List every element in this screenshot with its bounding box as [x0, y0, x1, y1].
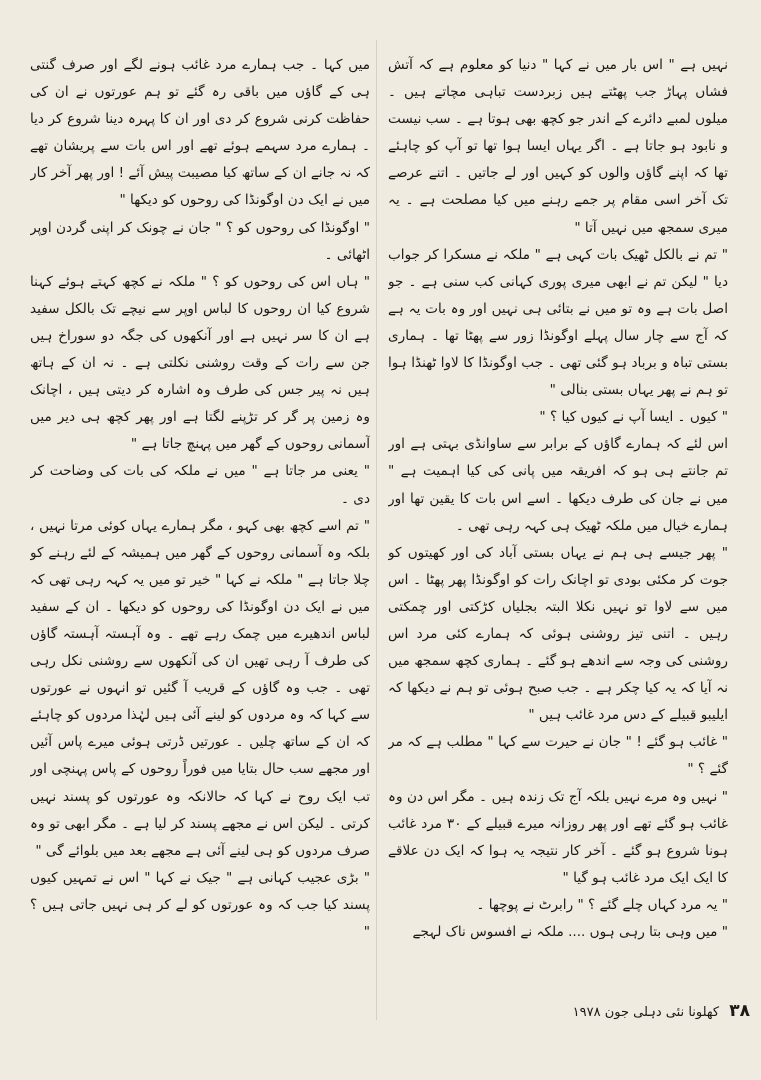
- paragraph: نہیں ہے " اس بار میں نے کہا " دنیا کو معلوم ہے کہ آتش فشاں پہاڑ جب پھٹتے ہیں زبردست تباہی مچاتے ہیں ۔ میلوں لمبے دائرے کے اندر جو کچھ بھی ہوتا ہے ۔ سب نیست و نابود ہو جاتا ہے ۔ اگر یہاں ایسا ہوا تھا تو آپ کو چاہئے تھا کہ اپنے گاؤں والوں کو کہیں اور لے جاتیں ۔ اتنے عرصے تک آخر اسی مقام پر جمے رہنے میں کیا مصلحت ہے ۔ یہ میری سمجھ میں نہیں آتا ": [388, 57, 728, 236]
- left-text-column: [30, 52, 370, 1022]
- paragraph: " ہاں اس کی روحوں کو ؟ " ملکہ نے کچھ کہتے ہوئے کہنا شروع کیا ان روحوں کا لباس اوپر سے نیچے تک بالکل سفید ہے ان کا سر نہیں ہے اور آنکھوں کی جگہ دو سوراخ ہیں جن سے رات کے وقت روشنی نکلتی ہے ۔ نہ ان کے ہاتھ ہیں نہ پیر جس کی طرف وہ اشارہ کر دیتی ہیں ، اچانک وہ زمین پر گر کر تڑپنے لگتا ہے اور پھر کچھ ہی دیر میں آسمانی روحوں کے گھر میں پہنچ جاتا ہے ": [30, 273, 370, 453]
- paragraph: " غائب ہو گئے ! " جان نے حیرت سے کہا " مطلب ہے کہ مر گئے ؟ ": [388, 734, 728, 778]
- paragraph: " بڑی عجیب کہانی ہے " جیک نے کہا " اس نے تمہیں کیوں پسند کیا جب کہ وہ عورتوں کو لے کر ہی نہیں جاتی ہیں ؟ ": [30, 869, 370, 940]
- paragraph: " کیوں ۔ ایسا آپ نے کیوں کیا ؟ ": [539, 409, 728, 426]
- paragraph: " اوگونڈا کی روحوں کو ؟ " جان نے چونک کر اپنی گردن اوپر اٹھائی ۔: [30, 219, 370, 263]
- paragraph: " یعنی مر جاتا ہے " میں نے ملکہ کی بات کی وضاحت کر دی ۔: [30, 463, 370, 507]
- paragraph: " پھر جیسے ہی ہم نے یہاں بستی آباد کی اور کھیتوں کو جوت کر مکئی بودی تو اچانک رات کو اوگونڈا پھر پھٹا ۔ اس میں سے لاوا تو نہیں نکلا البتہ بجلیاں کڑکتی اور چمکتی رہیں ۔ اتنی تیز روشنی ہوئی کہ ہمارے کئی مرد اس روشنی کی وجہ سے اندھے ہو گئے ۔ ہماری کچھ سمجھ میں نہ آیا کہ یہ کیا چکر ہے ۔ جب صبح ہوئی تو ہم نے دیکھا کہ ایلیبو قبیلے کے دس مرد غائب ہیں ": [388, 544, 728, 724]
- right-text-column: [388, 52, 728, 1012]
- page-footer: [560, 1002, 750, 1022]
- paragraph: " نہیں وہ مرے نہیں بلکہ آج تک زندہ ہیں ۔ مگر اس دن وہ غائب ہو گئے تھے اور پھر روزانہ میرے قبیلے کے ۳۰ مرد غائب ہونا شروع ہو گئے ۔ آخر کار نتیجہ یہ ہوا کہ ایک دن علاقے کا ایک ایک مرد غائب ہو گیا ": [388, 788, 728, 886]
- publication-line: کھلونا نئی دہلی جون ۱۹۷۸: [572, 1005, 720, 1020]
- paragraph: " تم نے بالکل ٹھیک بات کہی ہے " ملکہ نے مسکرا کر جواب دیا " لیکن تم نے ابھی میری پوری کہانی کب سنی ہے ۔ جو اصل بات ہے وہ تو میں نے بتائی ہی نہیں اور وہ بات یہ ہے کہ آج سے چار سال پہلے اوگونڈا زور سے پھٹا تھا ۔ ہماری بستی تباہ و برباد ہو گئی تھی ۔ جب اوگونڈا کا لاوا ٹھنڈا ہوا تو ہم نے پھر یہاں بستی بنالی ": [388, 246, 728, 399]
- paragraph: " یہ مرد کہاں چلے گئے ؟ " رابرٹ نے پوچھا ۔: [476, 896, 728, 913]
- paragraph: " تم اسے کچھ بھی کہو ، مگر ہمارے یہاں کوئی مرتا نہیں ، بلکہ وہ آسمانی روحوں کے گھر میں ہمیشہ کے لئے رہنے کو چلا جاتا ہے " ملکہ نے کہا " خیر تو میں یہ کہہ رہی تھی کہ میں نے ایک دن اوگونڈا کی روحوں کو دیکھا ۔ ان کے سفید لباس اندھیرے میں چمک رہے تھے ۔ وہ آہستہ آہستہ گاؤں کی طرف آ رہی تھیں ان کی آنکھوں سے روشنی نکل رہی تھی ۔ جب وہ گاؤں کے قریب آ گئیں تو انہوں نے عورتوں سے کہا کہ وہ مردوں کو لینے آئی ہیں لہٰذا مردوں کو چاہئے کہ ان کے ساتھ چلیں ۔ عورتیں ڈرتی ہوئی میرے پاس آئیں اور مجھے سب حال بتایا میں فوراً روحوں کے پاس پہنچی اور تب ایک روح نے کہا کہ حالانکہ وہ عورتوں کو پسند نہیں کرتی ۔ لیکن اس نے مجھے پسند کر لیا ہے ۔ مگر ابھی تو وہ صرف مردوں کو ہی لینے آئی ہے مجھے بعد میں بلوائے گی ": [30, 517, 370, 859]
- paragraph: میں کہا ۔ جب ہمارے مرد غائب ہونے لگے اور صرف گنتی ہی کے گاؤں میں باقی رہ گئے تو ہم عورتوں نے ان کی حفاظت کرنی شروع کر دی اور ان کا پہرہ دینا شروع کر دیا ۔ ہمارے مرد سہمے ہوئے تھے اور اس بات سے پریشان تھے کہ نہ جانے ان کے ساتھ کیا مصیبت پیش آئے ! اور پھر آخر کار میں نے ایک دن اوگونڈا کی روحوں کو دیکھا ": [30, 57, 370, 209]
- paragraph: اس لئے کہ ہمارے گاؤں کے برابر سے ساوانڈی بہتی ہے اور تم جانتے ہی ہو کہ افریقہ میں پانی کی کیا اہمیت ہے " میں نے جان کی طرف دیکھا ۔ اسے اس بات کا یقین تھا اور ہمارے خیال میں ملکہ ٹھیک ہی کہہ رہی تھی ۔: [388, 436, 728, 534]
- column-divider: [376, 40, 377, 1020]
- page-number: ۳۸: [729, 1001, 750, 1021]
- paragraph: " میں وہی بتا رہی ہوں .... ملکہ نے افسوس ناک لہجے: [412, 924, 728, 940]
